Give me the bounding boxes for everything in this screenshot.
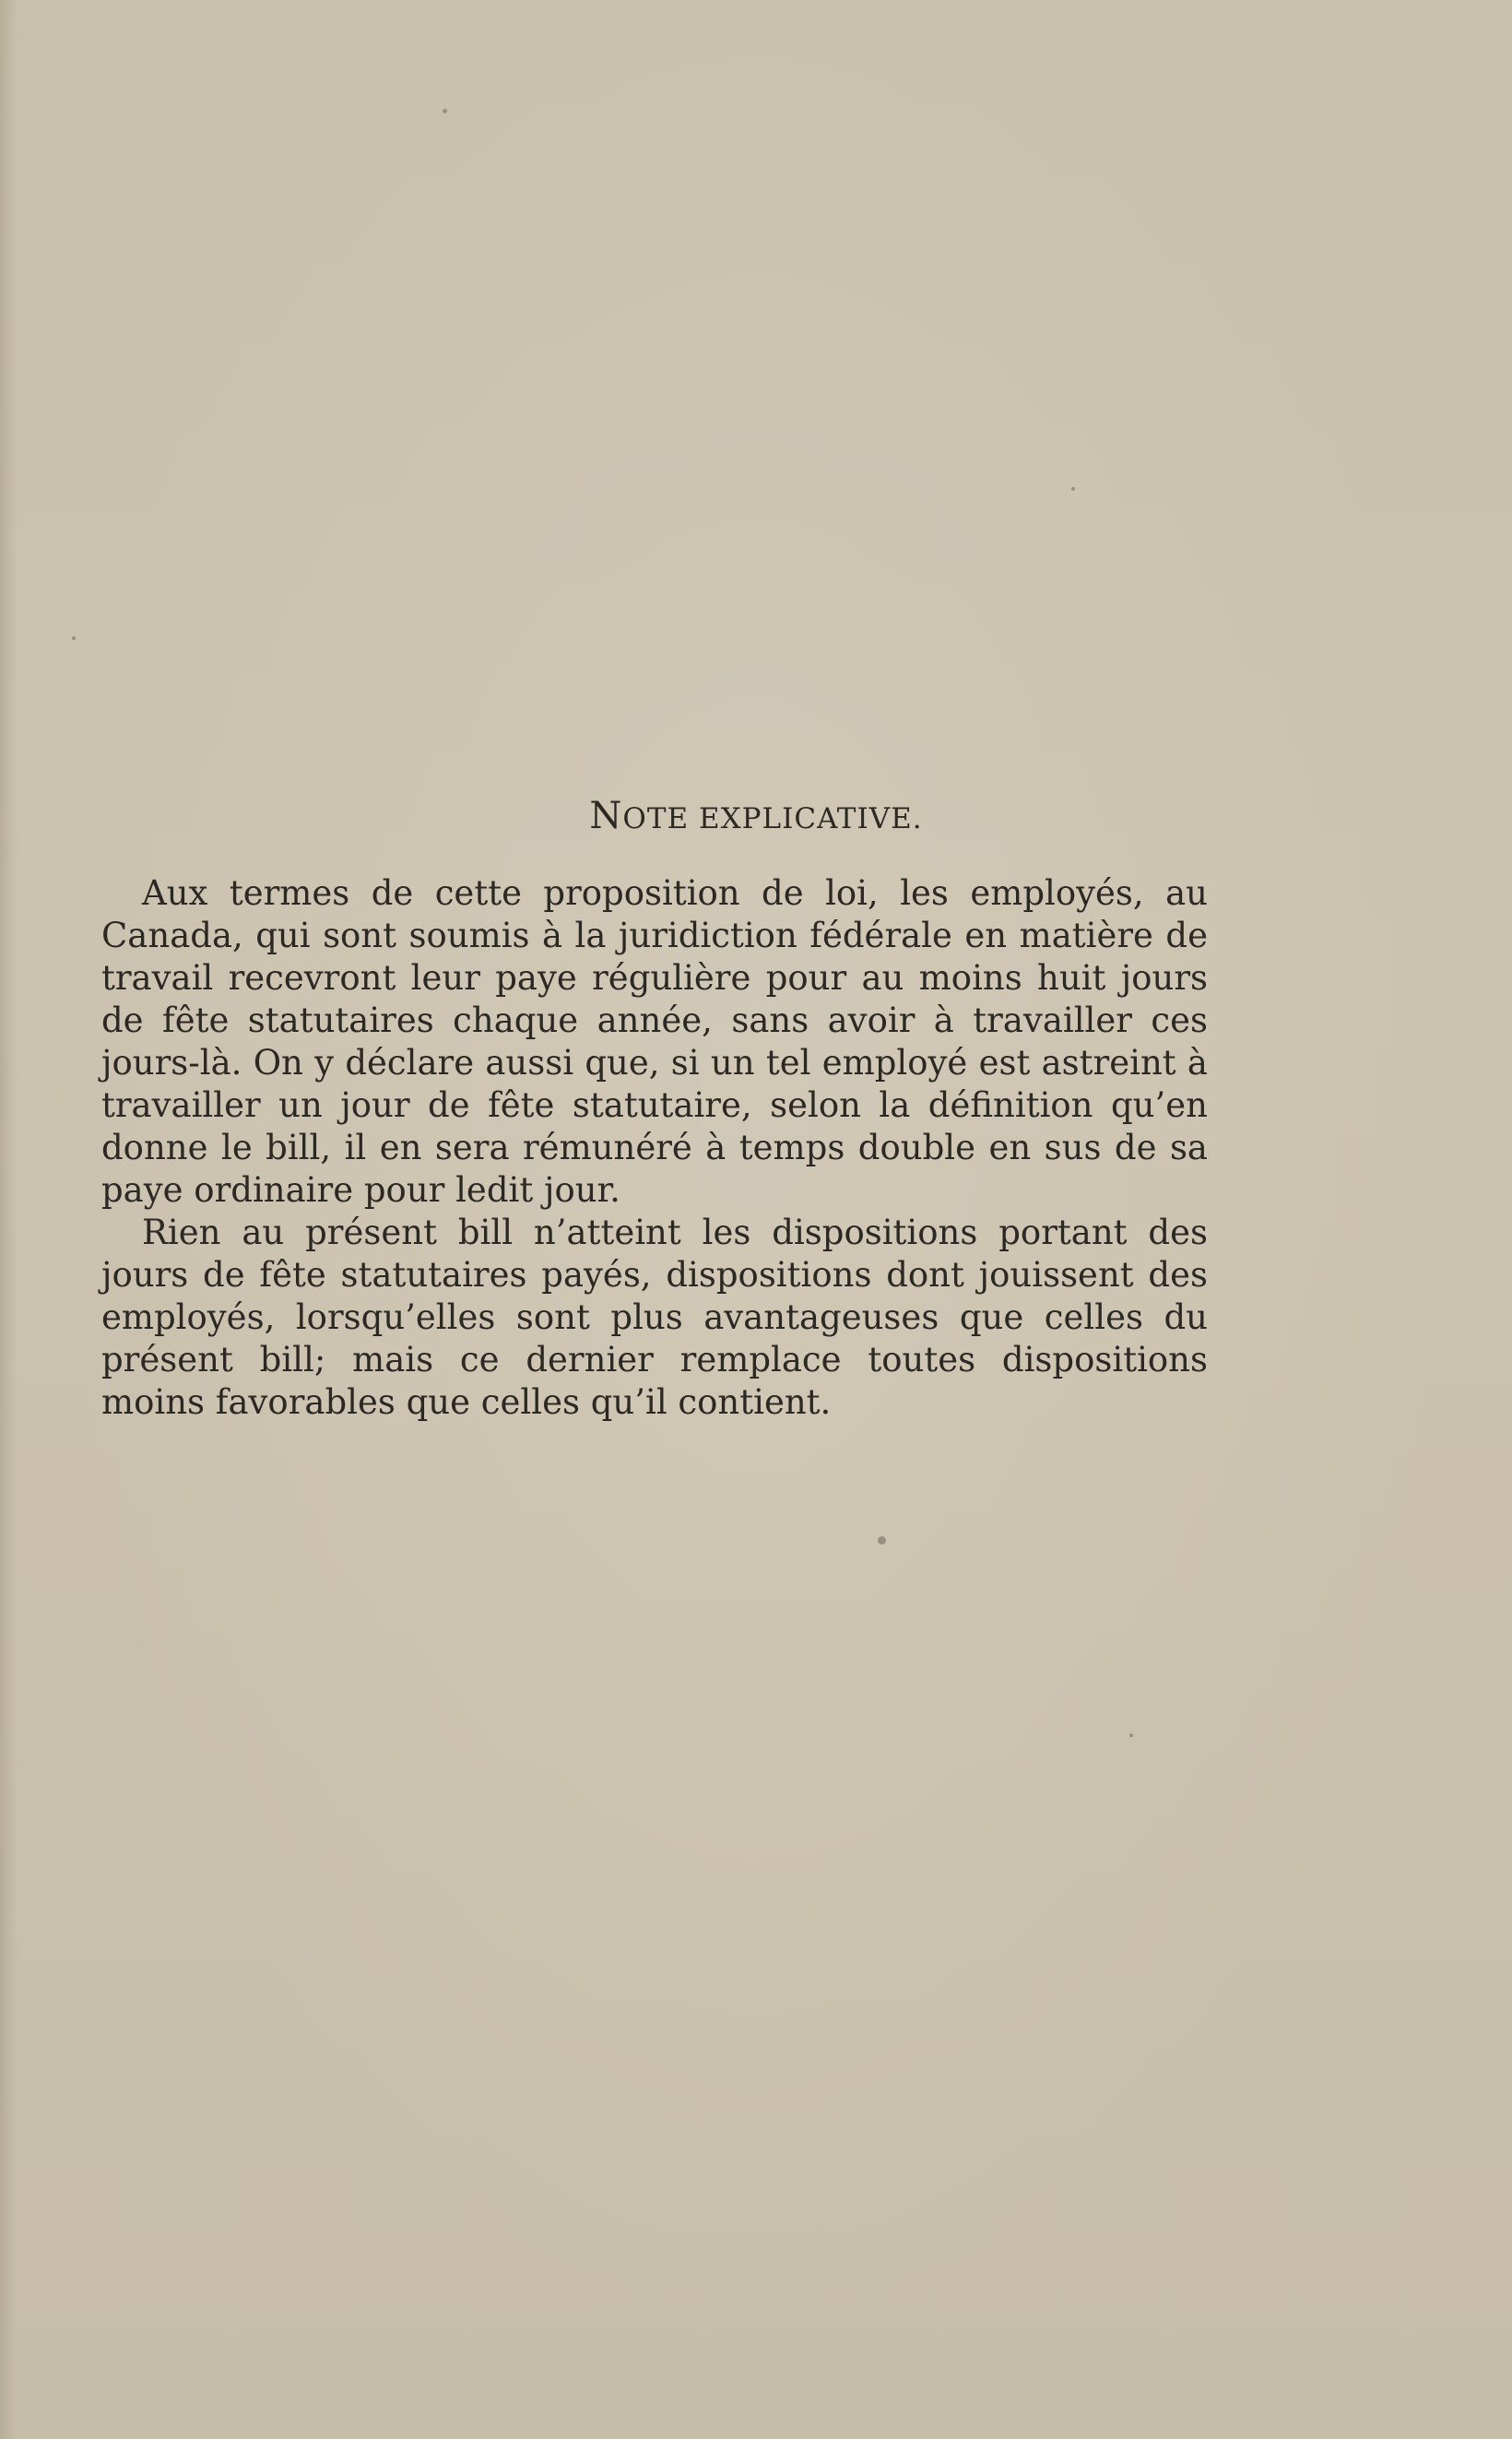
paragraph-2: Rien au présent bill n’atteint les dispositions portant des jours de fête statutaires payés, dispositions dont jouissent des employés, lorsqu’elles sont plus avantageuses que celles du présent bill; mais ce dernier remplace toutes dispositions moins favorables que celles qu’il contient. [101,1213,1208,1422]
paper-speck [1071,487,1075,491]
paper-speck [72,636,76,640]
note-body [101,872,1208,1424]
paper-speck [1129,1734,1133,1737]
heading-initial: N [589,795,623,837]
paper-speck [878,1536,886,1545]
heading-rest: OTE EXPLICATIVE. [622,802,923,835]
page-edge-shadow [0,0,17,2439]
paper-speck [443,109,447,113]
paragraph-1: Aux termes de cette proposition de loi, les employés, au Canada, qui sont soumis à la juridiction fédérale en matière de travail recevront leur paye régulière pour au moins huit jours de fête statutaires chaque année, sans avoir à travailler ces jours-là. On y déclare aussi que, si un tel employé est astreint à travailler un jour de fête statutaire, selon la définition qu’en donne le bill, il en sera rémunéré à temps double en sus de sa paye ordinaire pour ledit jour. [101,873,1208,1210]
note-heading [0,795,1512,837]
